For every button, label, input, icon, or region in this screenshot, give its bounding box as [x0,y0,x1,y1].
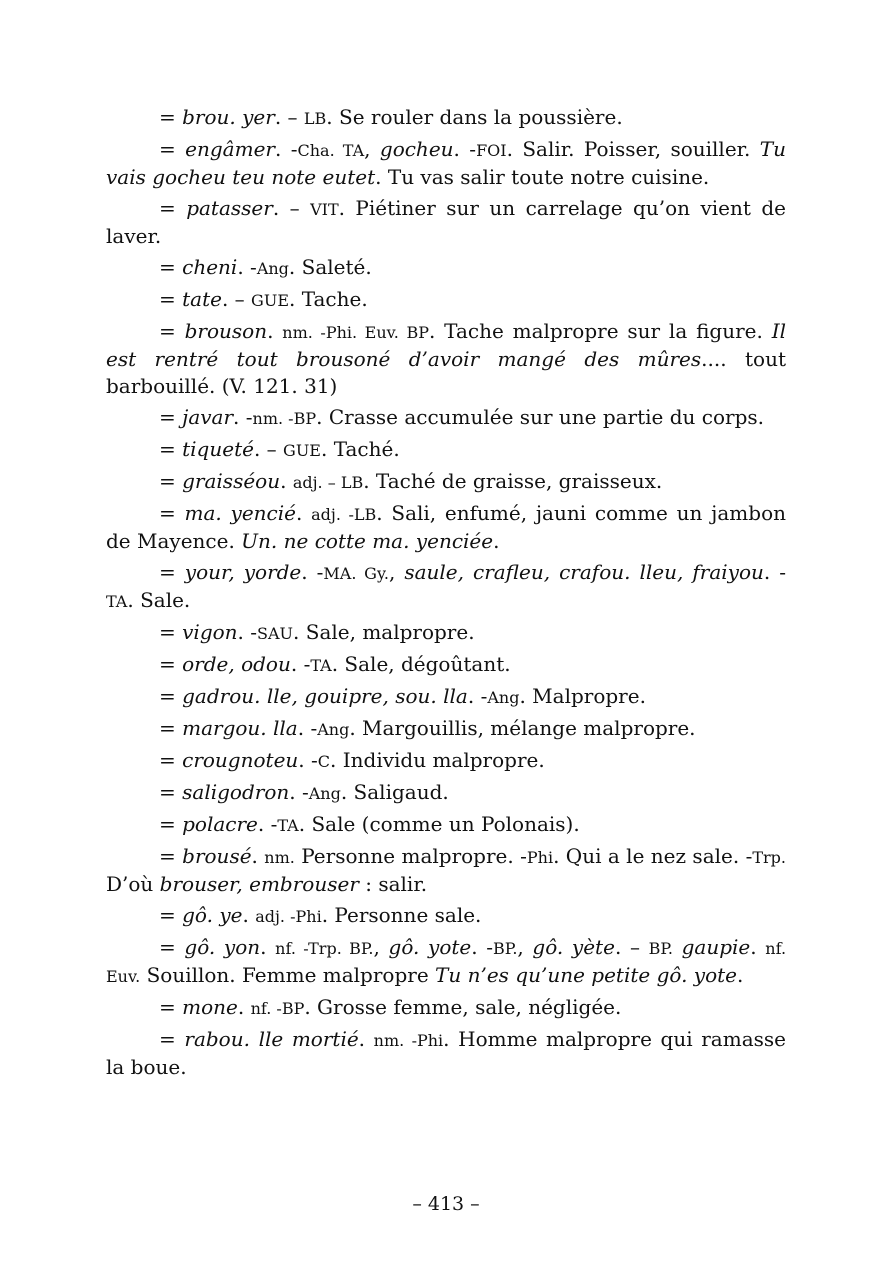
source-abbrev: Ang [317,720,350,739]
source-abbrev: Ang [308,784,341,803]
dictionary-entry: = gô. ye. adj. -Phi. Personne sale. [159,903,482,927]
source-abbrev: VIT [310,200,339,219]
dictionary-entry: = orde, odou. -TA. Sale, dégoûtant. [159,652,511,676]
source-abbrev: BP. [493,939,518,958]
dictionary-entry: = brou. yer. – LB. Se rouler dans la poussière. [159,105,623,129]
dictionary-entry: = patasser. – VIT. Piétiner sur un carrelage qu’on vient de laver. [106,196,786,248]
source-abbrev: LB [303,109,327,128]
source-abbrev: TA [277,816,299,835]
headword: brou. yer [182,105,275,129]
headword: tiqueté [182,437,254,461]
headword: gô. yon [184,935,261,959]
headword: graisséou [182,469,281,493]
headword: saule, crafleu, crafou. lleu, fraiyou [404,560,764,584]
dictionary-entry: = saligodron. -Ang. Saligaud. [159,780,449,804]
headword: cheni [182,255,238,279]
source-abbrev: nf. -Trp. BP. [275,939,374,958]
headword: gocheu [379,137,454,161]
dictionary-entry: = gadrou. lle, gouipre, sou. lla. -Ang. Malpropre. [159,684,646,708]
source-abbrev: GUE [283,441,321,460]
dictionary-entry: = crougnoteu. -C. Individu malpropre. [159,748,545,772]
headword: gô. yote [388,935,472,959]
source-abbrev: FOI [476,141,507,160]
headword: gaupie [681,935,751,959]
source-abbrev: nf. -BP [250,999,305,1018]
dictionary-entry: = your, yorde. -MA. Gy., saule, crafleu, crafou. lleu, fraiyou. -TA. Sale. [106,560,786,612]
source-abbrev: Trp. [752,848,787,867]
source-abbrev: TA [106,592,128,611]
headword: orde, odou [182,652,291,676]
example-text: Tu n’es qu’une petite gô. yote [435,963,738,987]
dictionary-entry: = cheni. -Ang. Saleté. [159,255,372,279]
headword: saligodron [182,780,290,804]
headword: vigon [182,620,238,644]
dictionary-entry: = gô. yon. nf. -Trp. BP., gô. yote. -BP., gô. yète. – BP. gaupie. nf. Euv. Souillon. Femme malpropre Tu n’es qu’une petite gô. yote. [106,935,787,987]
headword: mone [182,995,238,1019]
headword: javar [182,405,234,429]
source-abbrev: Ang [256,259,289,278]
source-abbrev: C [317,752,331,771]
dictionary-entry: = mone. nf. -BP. Grosse femme, sale, négligée. [159,995,622,1019]
headword: gô. yète [532,935,615,959]
dictionary-entry: = rabou. lle mortié. nm. -Phi. Homme malpropre qui ramasse la boue. [106,1027,786,1079]
source-abbrev: Ang [487,688,520,707]
dictionary-entry: = margou. lla. -Ang. Margouillis, mélange malpropre. [159,716,696,740]
headword: brouson [184,319,268,343]
dictionary-entry: = javar. -nm. -BP. Crasse accumulée sur une partie du corps. [159,405,765,429]
source-abbrev: adj. -Phi [255,907,322,926]
dictionary-entry: = tiqueté. – GUE. Taché. [159,437,400,461]
source-abbrev: nm. -Phi [373,1031,444,1050]
headword: brousé [182,844,252,868]
source-abbrev: nm. [264,848,295,867]
dictionary-entry: = polacre. -TA. Sale (comme un Polonais). [159,812,580,836]
example-text: Un. ne cotte ma. yenciée [241,529,494,553]
headword: polacre [182,812,258,836]
dictionary-entry: = tate. – GUE. Tache. [159,287,368,311]
dictionary-entry: = graisséou. adj. – LB. Taché de graisse, graisseux. [159,469,663,493]
example-text: brouser, embrouser [159,872,359,896]
headword: tate [182,287,222,311]
source-abbrev: GUE [251,291,289,310]
headword: rabou. lle mortié [184,1027,359,1051]
headword: gô. ye [182,903,243,927]
dictionary-entry: = brouson. nm. -Phi. Euv. BP. Tache malpropre sur la figure. Il est rentré tout brousoné d’avoir mangé des mûres.... tout barbouillé. (V. 121. 31) [106,319,787,398]
source-abbrev: Cha. TA [297,141,365,160]
source-abbrev: nm. -Phi. Euv. BP [282,323,429,342]
document-body [106,104,786,1085]
source-abbrev: TA [310,656,332,675]
example-text: Il est rentré tout brousoné d’avoir mangé des mûres [106,319,787,371]
page-number: – 413 – [412,1193,480,1215]
source-abbrev: adj. – LB [292,473,364,492]
headword: margou. lla [182,716,298,740]
source-abbrev: MA. Gy. [323,564,389,583]
source-abbrev: adj. -LB [311,505,377,524]
source-abbrev: nm. -BP [252,409,317,428]
headword: ma. yencié [184,501,296,525]
source-abbrev: SAU [257,624,294,643]
dictionary-entry: = ma. yencié. adj. -LB. Sali, enfumé, jauni comme un jambon de Mayence. Un. ne cotte ma. yenciée. [106,501,786,553]
headword: crougnoteu [182,748,299,772]
headword: gadrou. lle, gouipre, sou. lla [182,684,468,708]
source-abbrev: BP. [648,939,673,958]
source-abbrev: Phi [526,848,554,867]
headword: your, yorde [184,560,302,584]
headword: patasser [186,196,273,220]
example-text: Tu vais gocheu teu note eutet [106,137,787,189]
dictionary-entry: = engâmer. -Cha. TA, gocheu. -FOI. Salir. Poisser, souiller. Tu vais gocheu teu note eutet. Tu vas salir toute notre cuisine. [106,137,787,189]
headword: engâmer [185,137,275,161]
source-abbrev: nf. Euv. [106,939,787,986]
dictionary-entry: = vigon. -SAU. Sale, malpropre. [159,620,475,644]
dictionary-entry: = brousé. nm. Personne malpropre. -Phi. Qui a le nez sale. -Trp. D’où brouser, embrouser : salir. [106,844,787,896]
